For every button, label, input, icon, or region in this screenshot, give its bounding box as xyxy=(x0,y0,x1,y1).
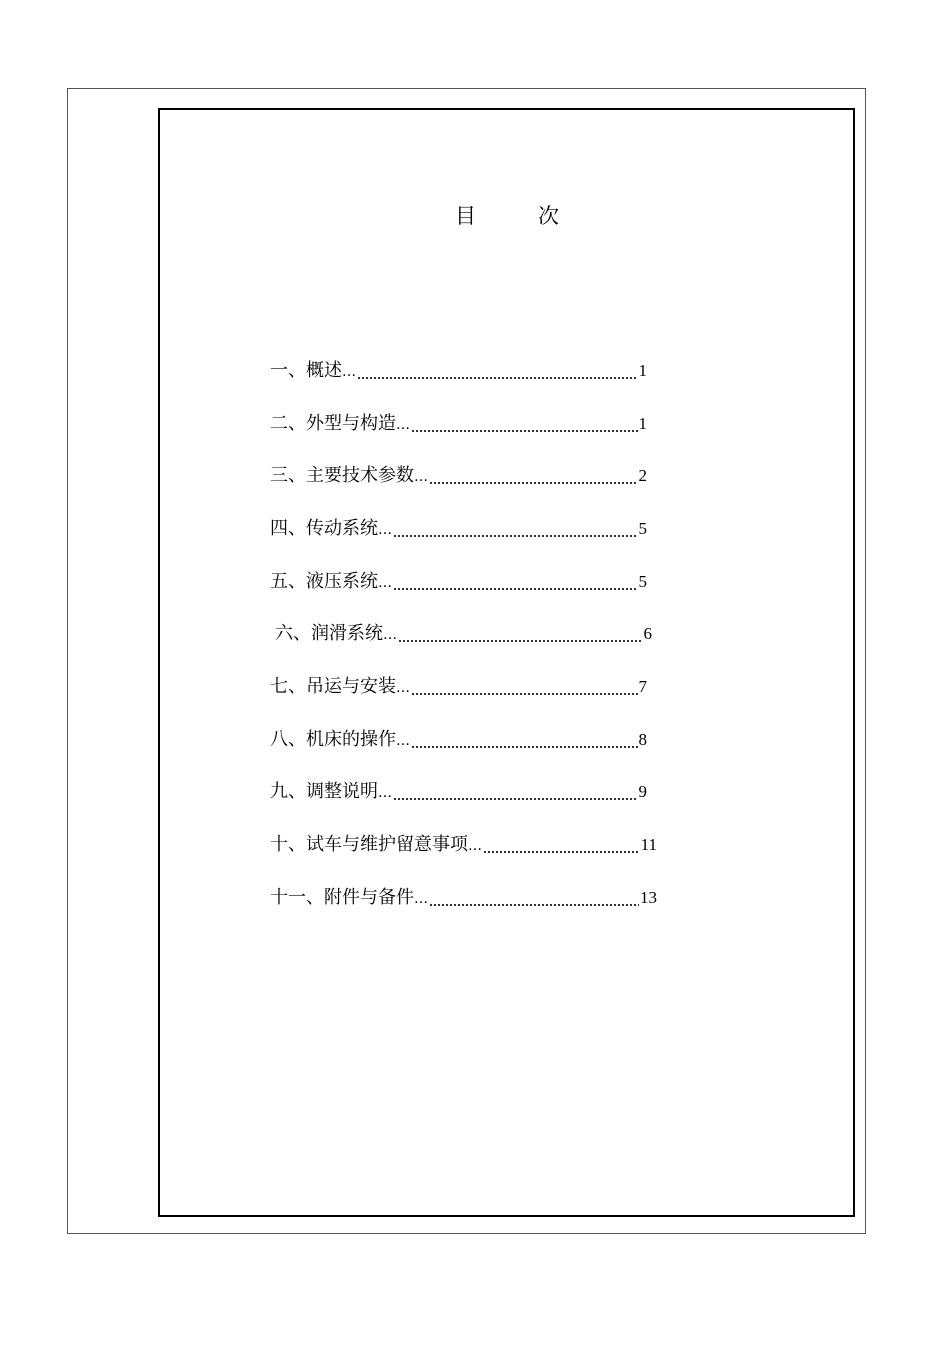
toc-entry-label: 吊运与安装 xyxy=(306,676,396,697)
toc-dot-leader xyxy=(429,904,639,906)
toc-entry-page: 5 xyxy=(638,519,647,538)
toc-entry-number: 九、 xyxy=(270,781,306,802)
toc-entry-ellipsis: … xyxy=(342,364,356,380)
toc-entry-number: 一、 xyxy=(270,360,306,381)
toc-entry-label: 附件与备件 xyxy=(324,887,414,908)
title-char-1: 目 xyxy=(455,204,476,228)
toc-entry[interactable] xyxy=(270,411,647,437)
toc-dot-leader xyxy=(411,693,638,695)
toc-entry-number: 六、 xyxy=(275,623,311,644)
toc-entry-label: 液压系统 xyxy=(306,571,378,592)
toc-entry-ellipsis: … xyxy=(414,891,428,907)
toc-entry-number: 三、 xyxy=(270,465,306,486)
toc-entry[interactable] xyxy=(270,779,647,805)
toc-dot-leader xyxy=(483,851,640,853)
toc-entry-page: 1 xyxy=(638,414,647,433)
toc-entry-page: 11 xyxy=(640,835,657,854)
toc-entry[interactable] xyxy=(270,516,647,542)
toc-dot-leader xyxy=(429,482,638,484)
toc-entry-ellipsis: … xyxy=(383,627,397,643)
toc-entry-ellipsis: … xyxy=(396,680,410,696)
toc-entry-label: 润滑系统 xyxy=(311,623,383,644)
toc-entry-page: 5 xyxy=(638,572,647,591)
toc-entry-ellipsis: … xyxy=(396,417,410,433)
toc-entry-page: 2 xyxy=(638,466,647,485)
toc-entry-page: 9 xyxy=(638,782,647,801)
toc-entry[interactable] xyxy=(275,621,652,647)
toc-entry-number: 八、 xyxy=(270,729,306,750)
toc-entry-ellipsis: … xyxy=(378,575,392,591)
toc-dot-leader xyxy=(411,430,638,432)
toc-entry-ellipsis: … xyxy=(396,733,410,749)
toc-entry[interactable] xyxy=(270,674,647,700)
toc-entry[interactable] xyxy=(270,885,657,911)
toc-dot-leader xyxy=(357,377,638,379)
toc-entry[interactable] xyxy=(270,832,657,858)
toc-entry[interactable] xyxy=(270,569,647,595)
toc-entry-label: 概述 xyxy=(306,360,342,381)
toc-dot-leader xyxy=(393,588,638,590)
toc-entry-number: 二、 xyxy=(270,413,306,434)
toc-entry-ellipsis: … xyxy=(378,522,392,538)
toc-entry-label: 调整说明 xyxy=(306,781,378,802)
toc-entry-ellipsis: … xyxy=(414,469,428,485)
title-char-2: 次 xyxy=(538,204,559,228)
toc-entry-label: 主要技术参数 xyxy=(306,465,414,486)
toc-entry-label: 传动系统 xyxy=(306,518,378,539)
toc-dot-leader xyxy=(393,535,638,537)
toc-entry[interactable] xyxy=(270,727,647,753)
toc-entry-page: 7 xyxy=(638,677,647,696)
toc-entry-number: 七、 xyxy=(270,676,306,697)
toc-entry-ellipsis: … xyxy=(378,785,392,801)
toc-dot-leader xyxy=(393,798,638,800)
toc-entry-label: 机床的操作 xyxy=(306,729,396,750)
toc-entry[interactable] xyxy=(270,358,647,384)
toc-entry-page: 1 xyxy=(638,361,647,380)
toc-entry-label: 试车与维护留意事项 xyxy=(306,834,468,855)
toc-entry-number: 四、 xyxy=(270,518,306,539)
page-title xyxy=(455,200,570,232)
toc-entry-number: 五、 xyxy=(270,571,306,592)
toc-entry-page: 13 xyxy=(640,888,657,907)
toc-entry-label: 外型与构造 xyxy=(306,413,396,434)
inner-page-border xyxy=(158,108,855,1217)
toc-entry-page: 6 xyxy=(643,624,652,643)
toc-entry-ellipsis: … xyxy=(468,838,482,854)
toc-entry[interactable] xyxy=(270,463,647,489)
toc-entry-number: 十一、 xyxy=(270,887,324,908)
toc-dot-leader xyxy=(411,746,638,748)
toc-entry-page: 8 xyxy=(638,730,647,749)
toc-entry-number: 十、 xyxy=(270,834,306,855)
toc-dot-leader xyxy=(398,640,643,642)
